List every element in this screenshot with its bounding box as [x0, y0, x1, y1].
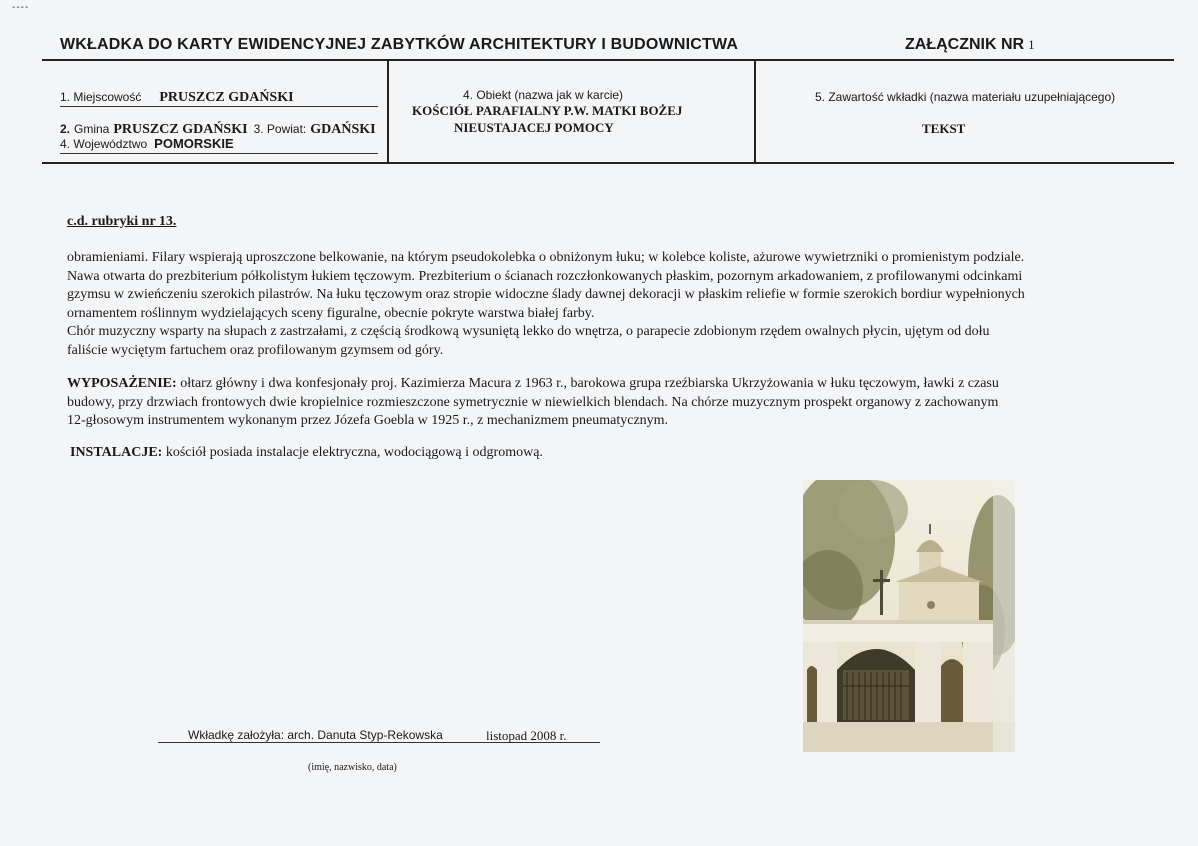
miejscowosc-label: 1. Miejscowość: [60, 90, 142, 104]
author-signature: Wkładkę założyła: arch. Danuta Styp-Rekowska: [188, 728, 443, 742]
form-bottom-rule: [42, 162, 1174, 164]
annex-label: [905, 36, 1035, 54]
powiat-value: GDAŃSKI: [310, 122, 376, 137]
gmina-number: 2.: [60, 122, 71, 136]
obiekt-value-line2: NIEUSTAJACEJ POMOCY: [454, 120, 614, 135]
form-top-rule: [42, 59, 1174, 61]
gmina-value: PRUSZCZ GDAŃSKI: [113, 122, 248, 137]
wyposazenie-line: [67, 375, 1147, 394]
wyposazenie-paragraph: [67, 375, 1147, 431]
church-gate-photo-image: [803, 480, 1015, 752]
miejscowosc-value: PRUSZCZ GDAŃSKI: [159, 90, 294, 105]
form-divider-1: [387, 59, 389, 164]
wyposazenie-label: WYPOSAŻENIE:: [67, 376, 177, 391]
instalacje-label: INSTALACJE:: [70, 445, 163, 460]
signature-date: listopad 2008 r.: [486, 728, 567, 743]
instalacje-paragraph: [70, 444, 1150, 463]
zawartosc-value: TEKST: [922, 121, 966, 136]
wyposazenie-text: ołtarz główny i dwa konfesjonały proj. Kazimierza Macura z 1963 r., barokowa grupa rzeźbiarska Ukrzyżowania w łuku tęczowym, ławki z czasu: [176, 376, 999, 391]
wojewodztwo-value: POMORSKIE: [154, 136, 234, 151]
wyposazenie-line: 12-głosowym instrumentem wykonanym przez Józefa Goebla w 1925 r., z mechanizmem pneumatycznym.: [67, 413, 669, 429]
description-line: faliście wyciętym fartuchem oraz profilowanym gzymsem od góry.: [67, 342, 444, 358]
form-divider-2: [754, 59, 756, 164]
church-gate-photo: [803, 480, 1015, 752]
corner-mark: ----: [12, 2, 30, 13]
miejscowosc-field: [60, 88, 294, 106]
powiat-label: 3. Powiat:: [253, 122, 307, 136]
description-line: gzymsu w zwieńczeniu szerokich pilastrów. Na łuku tęczowym oraz stropie widoczne ślady dawnej dekoracji w płaskim reliefie w formie szerokich bordiur wypełnionych: [67, 287, 1025, 303]
obiekt-label: 4. Obiekt (nazwa jak w karcie): [463, 88, 624, 102]
wyposazenie-line: budowy, przy drzwiach frontowych dwie kropielnice rozmieszczone symetrycznie w niewielkich blendach. Na chórze muzycznym prospekt organowy z zachowanym: [67, 394, 999, 410]
description-line: Nawa otwarta do prezbiterium półkolistym łukiem tęczowym. Prezbiterium o ścianach rozczłonkowanych płaskim, pozornym arkadowaniem, z profilowanymi odcinkami: [67, 268, 1023, 284]
section-heading: c.d. rubryki nr 13.: [67, 214, 177, 229]
gmina-label: Gmina: [74, 122, 110, 136]
description-line: Chór muzyczny wsparty na słupach z zastrzałami, z częścią środkową wysuniętą lekko do wnętrza, o parapecie zdobionym rzędem owalnych płycin, ujętym od dołu: [67, 324, 990, 340]
miejscowosc-underline: [60, 106, 378, 107]
signature-caption: (imię, nazwisko, data): [308, 762, 397, 773]
description-line: obramieniami. Filary wspierają uproszczone belkowanie, na którym pseudokolebka o obniżonym łuku; w kolebce koliste, ażurowe wywietrzniki o promienistym podziale.: [67, 250, 1025, 265]
wojewodztwo-field: [60, 135, 234, 153]
annex-number: 1: [1028, 37, 1035, 52]
wojewodztwo-label: 4. Województwo: [60, 137, 148, 151]
page-title: WKŁADKA DO KARTY EWIDENCYJNEJ ZABYTKÓW ARCHITEKTURY I BUDOWNICTWA: [60, 36, 739, 53]
wojewodztwo-underline: [60, 153, 378, 154]
description-line: ornamentem roślinnym wydzielających sceny figuralne, obecnie pokryte warstwa białej farby.: [67, 305, 595, 321]
obiekt-value-line1: KOŚCIÓŁ PARAFIALNY P.W. MATKI BOŻEJ: [412, 103, 683, 118]
instalacje-text: kościół posiada instalacje elektryczna, wodociągową i odgromową.: [162, 445, 543, 460]
description-text: [67, 249, 1147, 361]
annex-label-text: ZAŁĄCZNIK NR: [905, 36, 1025, 53]
zawartosc-label: 5. Zawartość wkładki (nazwa materiału uzupełniającego): [815, 90, 1116, 104]
